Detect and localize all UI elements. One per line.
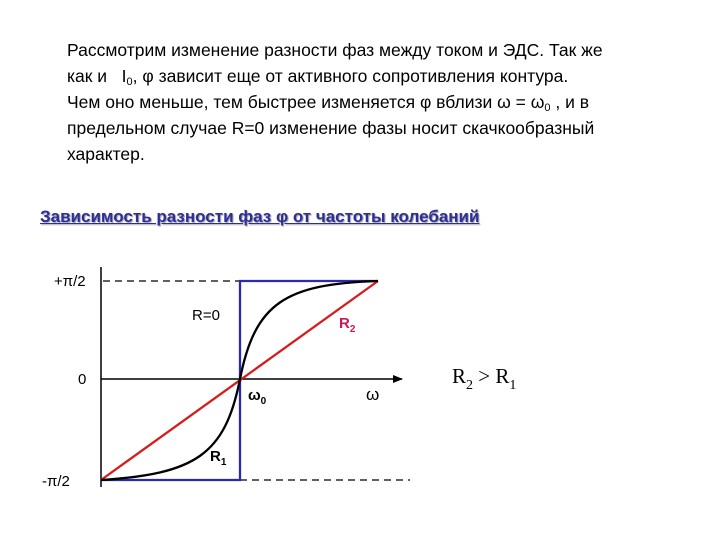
paragraph-text: , и в — [550, 92, 590, 112]
section-heading: Зависимость разности фаз φ от частоты колебаний — [40, 207, 480, 226]
paragraph-line-4: предельном случае R=0 изменение фазы носит скачкообразный — [67, 118, 595, 138]
paragraph-text: как и — [67, 66, 108, 86]
label-r1: $R_1$ — [210, 448, 227, 468]
paragraph-text: , φ зависит еще от активного сопротивления контура. — [132, 66, 569, 86]
subscript: 0 — [544, 102, 551, 114]
current-amplitude-symbol: I — [121, 66, 127, 86]
paragraph-line-1: Рассмотрим изменение разности фаз между током и ЭДС. Так же — [67, 40, 603, 60]
paragraph-text: Чем оно меньше, тем быстрее изменяется φ вблизи ω = ω — [67, 92, 545, 112]
label-r0: R=0 — [192, 307, 220, 324]
label-omega-axis: ω — [366, 385, 380, 404]
relation-r2-greater-r1: $R_2 > R_1$ — [452, 364, 517, 393]
label-r2: $R_2$ — [339, 315, 356, 335]
tick-label-minus-pi-half: -π/2 — [42, 473, 70, 490]
subscript: 0 — [126, 76, 133, 88]
tick-label-plus-pi-half: +π/2 — [54, 273, 86, 290]
tick-label-zero: 0 — [78, 371, 87, 388]
paragraph-line-5: характер. — [67, 144, 145, 164]
label-omega0: $\omega_0$ — [248, 387, 267, 407]
